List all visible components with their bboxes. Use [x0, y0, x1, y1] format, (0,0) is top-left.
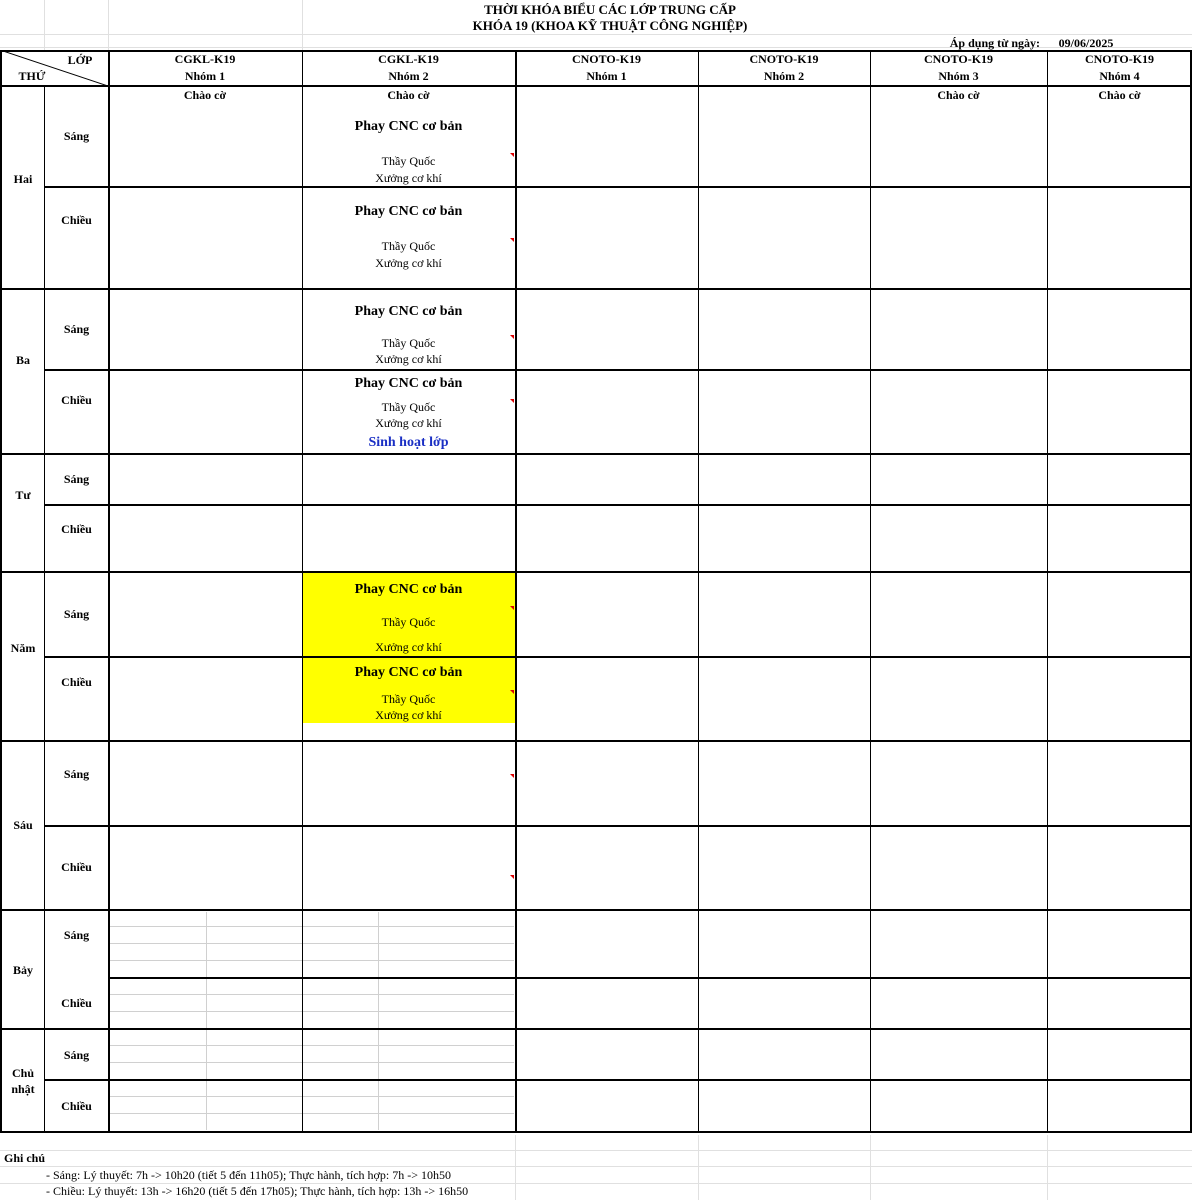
day-label-tu: Tư [15, 488, 31, 502]
day-label-cn: nhật [11, 1082, 35, 1096]
table-border [44, 369, 1192, 371]
class-header-group: Nhóm 1 [586, 69, 627, 83]
comment-marker-icon [510, 606, 514, 610]
grid-line [378, 912, 379, 1130]
table-border [1047, 50, 1048, 1133]
comment-marker-icon [510, 875, 514, 879]
header-diagonal [0, 50, 108, 86]
session-label-sang: Sáng [63, 322, 90, 336]
title-line-1: THỜI KHÓA BIỂU CÁC LỚP TRUNG CẤP [484, 2, 736, 17]
lesson-subject: Phay CNC cơ bản [354, 119, 463, 134]
comment-marker-icon [510, 774, 514, 778]
grid-line [698, 1135, 699, 1200]
table-border [108, 50, 110, 1133]
class-header-group: Nhóm 2 [388, 69, 429, 83]
class-header-name: CGKL-K19 [174, 52, 236, 66]
comment-marker-icon [510, 153, 514, 157]
lesson-room: Xưởng cơ khí [375, 640, 442, 654]
grid-line [110, 1113, 514, 1114]
lesson-teacher: Thầy Quốc [381, 336, 436, 350]
day-label-bay: Bảy [12, 963, 33, 977]
lesson-room: Xưởng cơ khí [375, 352, 442, 366]
session-label-chieu: Chiều [61, 860, 92, 874]
grid-line [0, 34, 1192, 35]
session-label-sang: Sáng [63, 472, 90, 486]
lesson-subject: Phay CNC cơ bản [354, 304, 463, 319]
grid-line [110, 1096, 514, 1097]
header-lop: LỚP [67, 53, 93, 67]
lesson-teacher: Thầy Quốc [381, 615, 436, 629]
class-header-name: CGKL-K19 [378, 52, 439, 66]
grid-line [0, 1166, 1192, 1167]
session-label-chieu: Chiều [61, 1099, 92, 1113]
table-border [698, 50, 699, 1133]
grid-line [515, 1135, 516, 1200]
notes-line: - Chiều: Lý thuyết: 13h -> 16h20 (tiết 5 đến 17h05); Thực hành, tích hợp: 13h -> 16h50 [46, 1184, 469, 1198]
session-label-chieu: Chiều [61, 522, 92, 536]
table-border [870, 50, 871, 1133]
lesson-room: Xưởng cơ khí [375, 708, 442, 722]
table-border [0, 740, 1192, 742]
table-border [108, 977, 1192, 979]
grid-line [110, 994, 514, 995]
comment-marker-icon [510, 335, 514, 339]
session-label-chieu: Chiều [61, 996, 92, 1010]
grid-line [870, 1135, 871, 1200]
comment-marker-icon [510, 690, 514, 694]
session-label-sang: Sáng [63, 607, 90, 621]
class-header-group: Nhóm 2 [763, 69, 805, 83]
grid-line [108, 0, 109, 50]
table-border [44, 1079, 1192, 1081]
session-label-chieu: Chiều [61, 213, 92, 227]
lesson-teacher: Thầy Quốc [381, 239, 436, 253]
comment-marker-icon [510, 399, 514, 403]
day-label-ba: Ba [15, 353, 30, 367]
grid-line [110, 1011, 514, 1012]
class-header-name: CNOTO-K19 [923, 52, 994, 66]
lesson-teacher: Thầy Quốc [381, 692, 436, 706]
lesson-subject: Phay CNC cơ bản [354, 376, 463, 391]
apply-date-label: Áp dụng từ ngày: [949, 36, 1040, 50]
class-header-group: Nhóm 3 [938, 69, 979, 83]
table-border [44, 504, 1192, 506]
session-label-sang: Sáng [63, 767, 90, 781]
lesson-subject: Phay CNC cơ bản [354, 582, 463, 597]
day-label-cn: Chủ [11, 1066, 34, 1080]
grid-line [44, 0, 45, 50]
class-header-name: CNOTO-K19 [571, 52, 642, 66]
table-border [0, 909, 1192, 911]
lesson-subject: Phay CNC cơ bản [354, 204, 463, 219]
lesson-room: Xưởng cơ khí [375, 256, 442, 270]
notes-label: Ghi chú [4, 1151, 46, 1165]
table-border [44, 825, 1192, 827]
grid-line [110, 960, 514, 961]
header-thu: THỨ [18, 69, 46, 83]
table-border [0, 453, 1192, 455]
session-label-chieu: Chiều [61, 675, 92, 689]
title-line-2: KHÓA 19 (KHOA KỸ THUẬT CÔNG NGHIỆP) [472, 18, 748, 33]
session-label-chieu: Chiều [61, 393, 92, 407]
class-header-name: CNOTO-K19 [749, 52, 819, 66]
day-label-sau: Sáu [13, 818, 33, 832]
comment-marker-icon [510, 238, 514, 242]
table-border [0, 571, 1192, 573]
table-border [44, 186, 1192, 188]
lesson-room: Xưởng cơ khí [375, 171, 442, 185]
flag-ceremony: Chào cờ [183, 88, 227, 102]
class-header-group: Nhóm 4 [1099, 69, 1140, 83]
day-label-hai: Hai [13, 172, 33, 186]
table-border [0, 1028, 1192, 1030]
grid-line [206, 912, 207, 1130]
grid-line [110, 943, 514, 944]
session-label-sang: Sáng [63, 928, 90, 942]
grid-line [1047, 1135, 1048, 1200]
table-border [0, 288, 1192, 290]
notes-line: - Sáng: Lý thuyết: 7h -> 10h20 (tiết 5 đến 11h05); Thực hành, tích hợp: 7h -> 10h50 [46, 1168, 451, 1182]
grid-line [110, 926, 514, 927]
grid-line [110, 1045, 514, 1046]
table-border [515, 50, 517, 1133]
lesson-teacher: Thầy Quốc [381, 400, 436, 414]
day-label-nam: Năm [10, 641, 36, 655]
table-border [44, 656, 1192, 658]
lesson-teacher: Thầy Quốc [381, 154, 436, 168]
class-header-name: CNOTO-K19 [1084, 52, 1155, 66]
class-meeting: Sinh hoạt lớp [368, 435, 449, 450]
session-label-sang: Sáng [63, 129, 90, 143]
table-border [0, 50, 1192, 52]
grid-line [110, 1062, 514, 1063]
flag-ceremony: Chào cờ [387, 88, 430, 102]
flag-ceremony: Chào cờ [1098, 88, 1141, 102]
session-label-sang: Sáng [63, 1048, 90, 1062]
grid-line [0, 1150, 1192, 1151]
class-header-group: Nhóm 1 [184, 69, 226, 83]
lesson-room: Xưởng cơ khí [375, 416, 442, 430]
flag-ceremony: Chào cờ [937, 88, 980, 102]
lesson-subject: Phay CNC cơ bản [354, 665, 463, 680]
table-border [0, 85, 1192, 87]
table-border [0, 1131, 1192, 1133]
apply-date-value: 09/06/2025 [1058, 36, 1114, 50]
